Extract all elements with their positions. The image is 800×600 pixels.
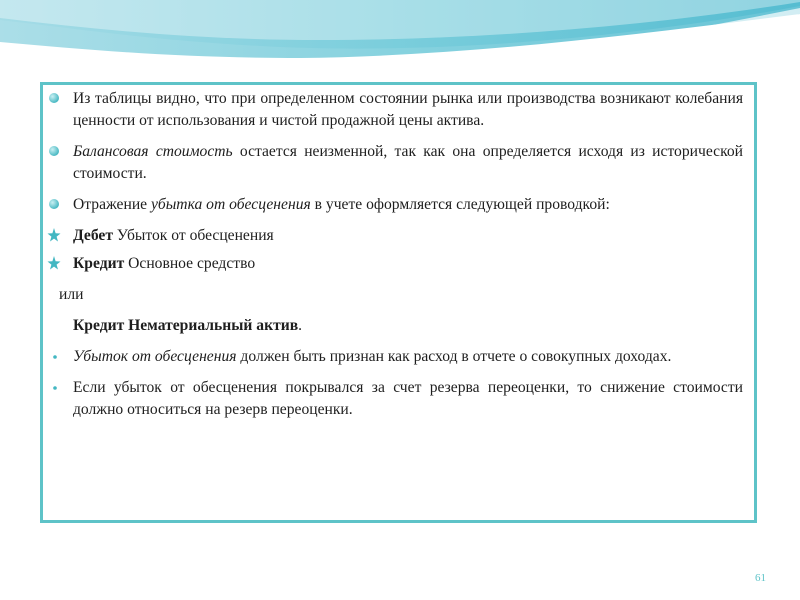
small-dot-bullet-icon [47,346,61,368]
credit-line-end: . [298,317,303,334]
credit-line [73,315,754,337]
round-bullet-icon [47,88,61,110]
item-text: должен быть признан как расход в отчете о совокупных доходах. [236,348,672,365]
content-box [40,82,757,523]
item-italic-term: убытка от обесценения [150,196,311,213]
star-bullet-icon [47,253,61,275]
list-item [73,346,743,368]
list-item [73,377,743,421]
list-item [73,194,743,216]
item-italic-term: Балансовая стоимость [73,143,233,160]
star-bullet-icon [47,225,61,247]
item-text-pre: Отражение [73,196,151,213]
item-text: Убыток от обесценения [113,227,274,244]
item-text: Из таблицы видно, что при определенном состоянии рынка или производства возникают колебания ценности от использования и чистой продажной цены актива. [73,90,743,129]
list-item [73,225,743,247]
credit-intangible-label: Кредит Нематериальный актив [73,317,299,334]
credit-label: Кредит [73,255,125,272]
wave-header-graphic [0,0,800,80]
item-text: Если убыток от обесценения покрывался за счет резерва переоценки, то снижение стоимости должно относиться на резерв переоценки. [73,379,743,418]
item-text: Основное средство [124,255,256,272]
list-item [73,253,743,275]
round-bullet-icon [47,141,61,163]
item-italic-term: Убыток от обесценения [73,348,237,365]
list-item [73,141,743,185]
item-text: остается неизменной, так как она определяется исходя из исторической стоимости. [73,143,743,182]
round-bullet-icon [47,194,61,216]
small-dot-bullet-icon [47,377,61,399]
list-item [73,88,743,132]
or-line: или [59,286,84,303]
content-list [43,88,754,430]
page-number: 61 [755,572,766,584]
item-text-post: в учете оформляется следующей проводкой: [310,196,610,213]
debit-label: Дебет [73,227,114,244]
